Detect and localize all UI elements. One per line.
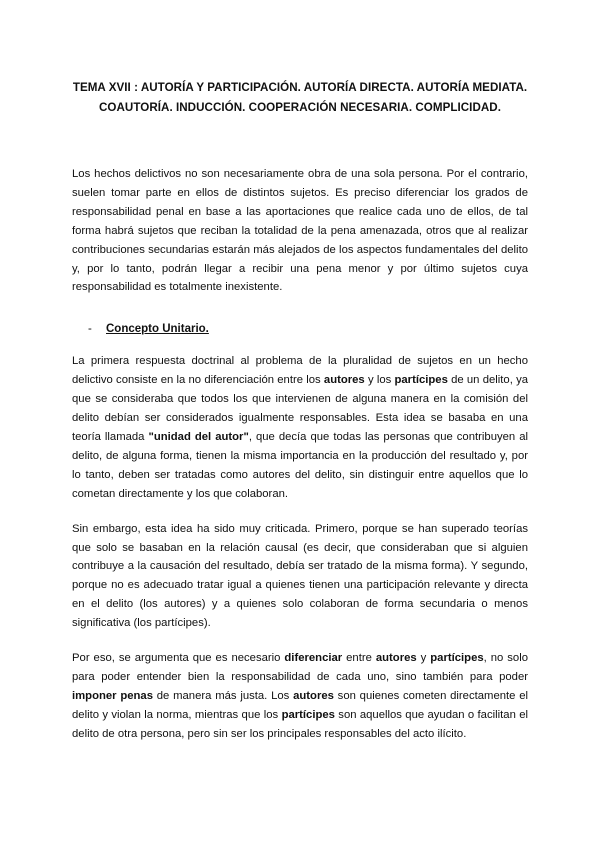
text-run: La primera respuesta doctrinal al problema de la pluralidad de sujetos en un hecho delictivo consiste en la no diferenciación entre los [72,355,528,387]
title-line-1: TEMA XVII : AUTORÍA Y PARTICIPACIÓN. AUTORÍA DIRECTA. AUTORÍA MEDIATA. [72,81,528,94]
text-run: de manera más justa. Los [153,689,294,702]
page-title [72,78,528,118]
bold-term: autores [293,689,334,702]
bold-term: diferenciar [284,652,343,665]
title-line-2: COAUTORÍA. INDUCCIÓN. COOPERACIÓN NECESARIA. COMPLICIDAD. [99,101,501,114]
text-run: son aquellos que ayudan o facilitan el delito de otra persona, pero sin ser los principales responsables del acto ilícito. [72,708,528,740]
section-heading [88,320,528,338]
paragraph-unitary-concept [72,352,528,503]
text-run: y los [364,374,395,387]
paragraph-criticism: Sin embargo, esta idea ha sido muy criticada. Primero, porque se han superado teorías que solo se basaban en la relación causal (es decir, que consideraban que si alguien contribuye a la causación del resultado, debía ser tratado de la misma forma). Y segundo, porque no es adecuado tratar igual a quienes tienen una participación relevante y directa en el delito (los autores) y a quienes solo colaboran de forma secundaria o menos significativa (los partícipes). [72,522,528,630]
bold-term: autores [375,652,417,665]
intro-paragraph: Los hechos delictivos no son necesariamente obra de una sola persona. Por el contrario, suelen tomar parte en ellos de distintos sujetos. Es preciso diferenciar los grados de responsabilidad penal en base a las aportaciones que realice cada uno de ellos, de tal forma habrá sujetos que reciban la totalidad de la pena amenazada, otros que al realizar contribuciones secundarias estarán más alejados de los aspectos fundamentales del delito y, por lo tanto, podrán llegar a recibir una pena menor y por último sujetos cuya responsabilidad es totalmente inexistente. [72,168,528,294]
text-run: entre [342,652,376,665]
bold-term: partícipes [281,708,335,721]
bullet-dash: - [88,323,92,336]
section-heading-text: Concepto Unitario. [106,323,209,336]
text-run: , que decía que todas las personas que contribuyen al delito, de alguna forma, tienen la misma importancia en la producción del resultado y, por lo tanto, deben ser tratadas como autores del delito, sin distinguir entre aquellos que lo cometan directamente y los que colaboran. [72,430,528,500]
text-run: de un delito, ya que se consideraba que todos los que intervienen de alguna manera en la comisión del delito debían ser considerados igualmente responsables. Esta idea se basaba en una teoría llamada [72,374,528,443]
text-run: Por eso, se argumenta que es necesario [72,652,285,665]
text-run: son quienes cometen directamente el delito y violan la norma, mientras que los [72,689,529,721]
bold-term: "unidad del autor" [148,430,249,443]
paragraph-differentiation [72,649,528,744]
bold-term: partícipes [430,652,484,665]
bold-term: autores [323,374,365,387]
bold-term: imponer penas [72,689,153,702]
text-run: , no solo para poder entender bien la responsabilidad de cada uno, sino también para poder [72,652,528,683]
text-run: y [416,652,431,665]
bold-term: partícipes [394,374,448,387]
